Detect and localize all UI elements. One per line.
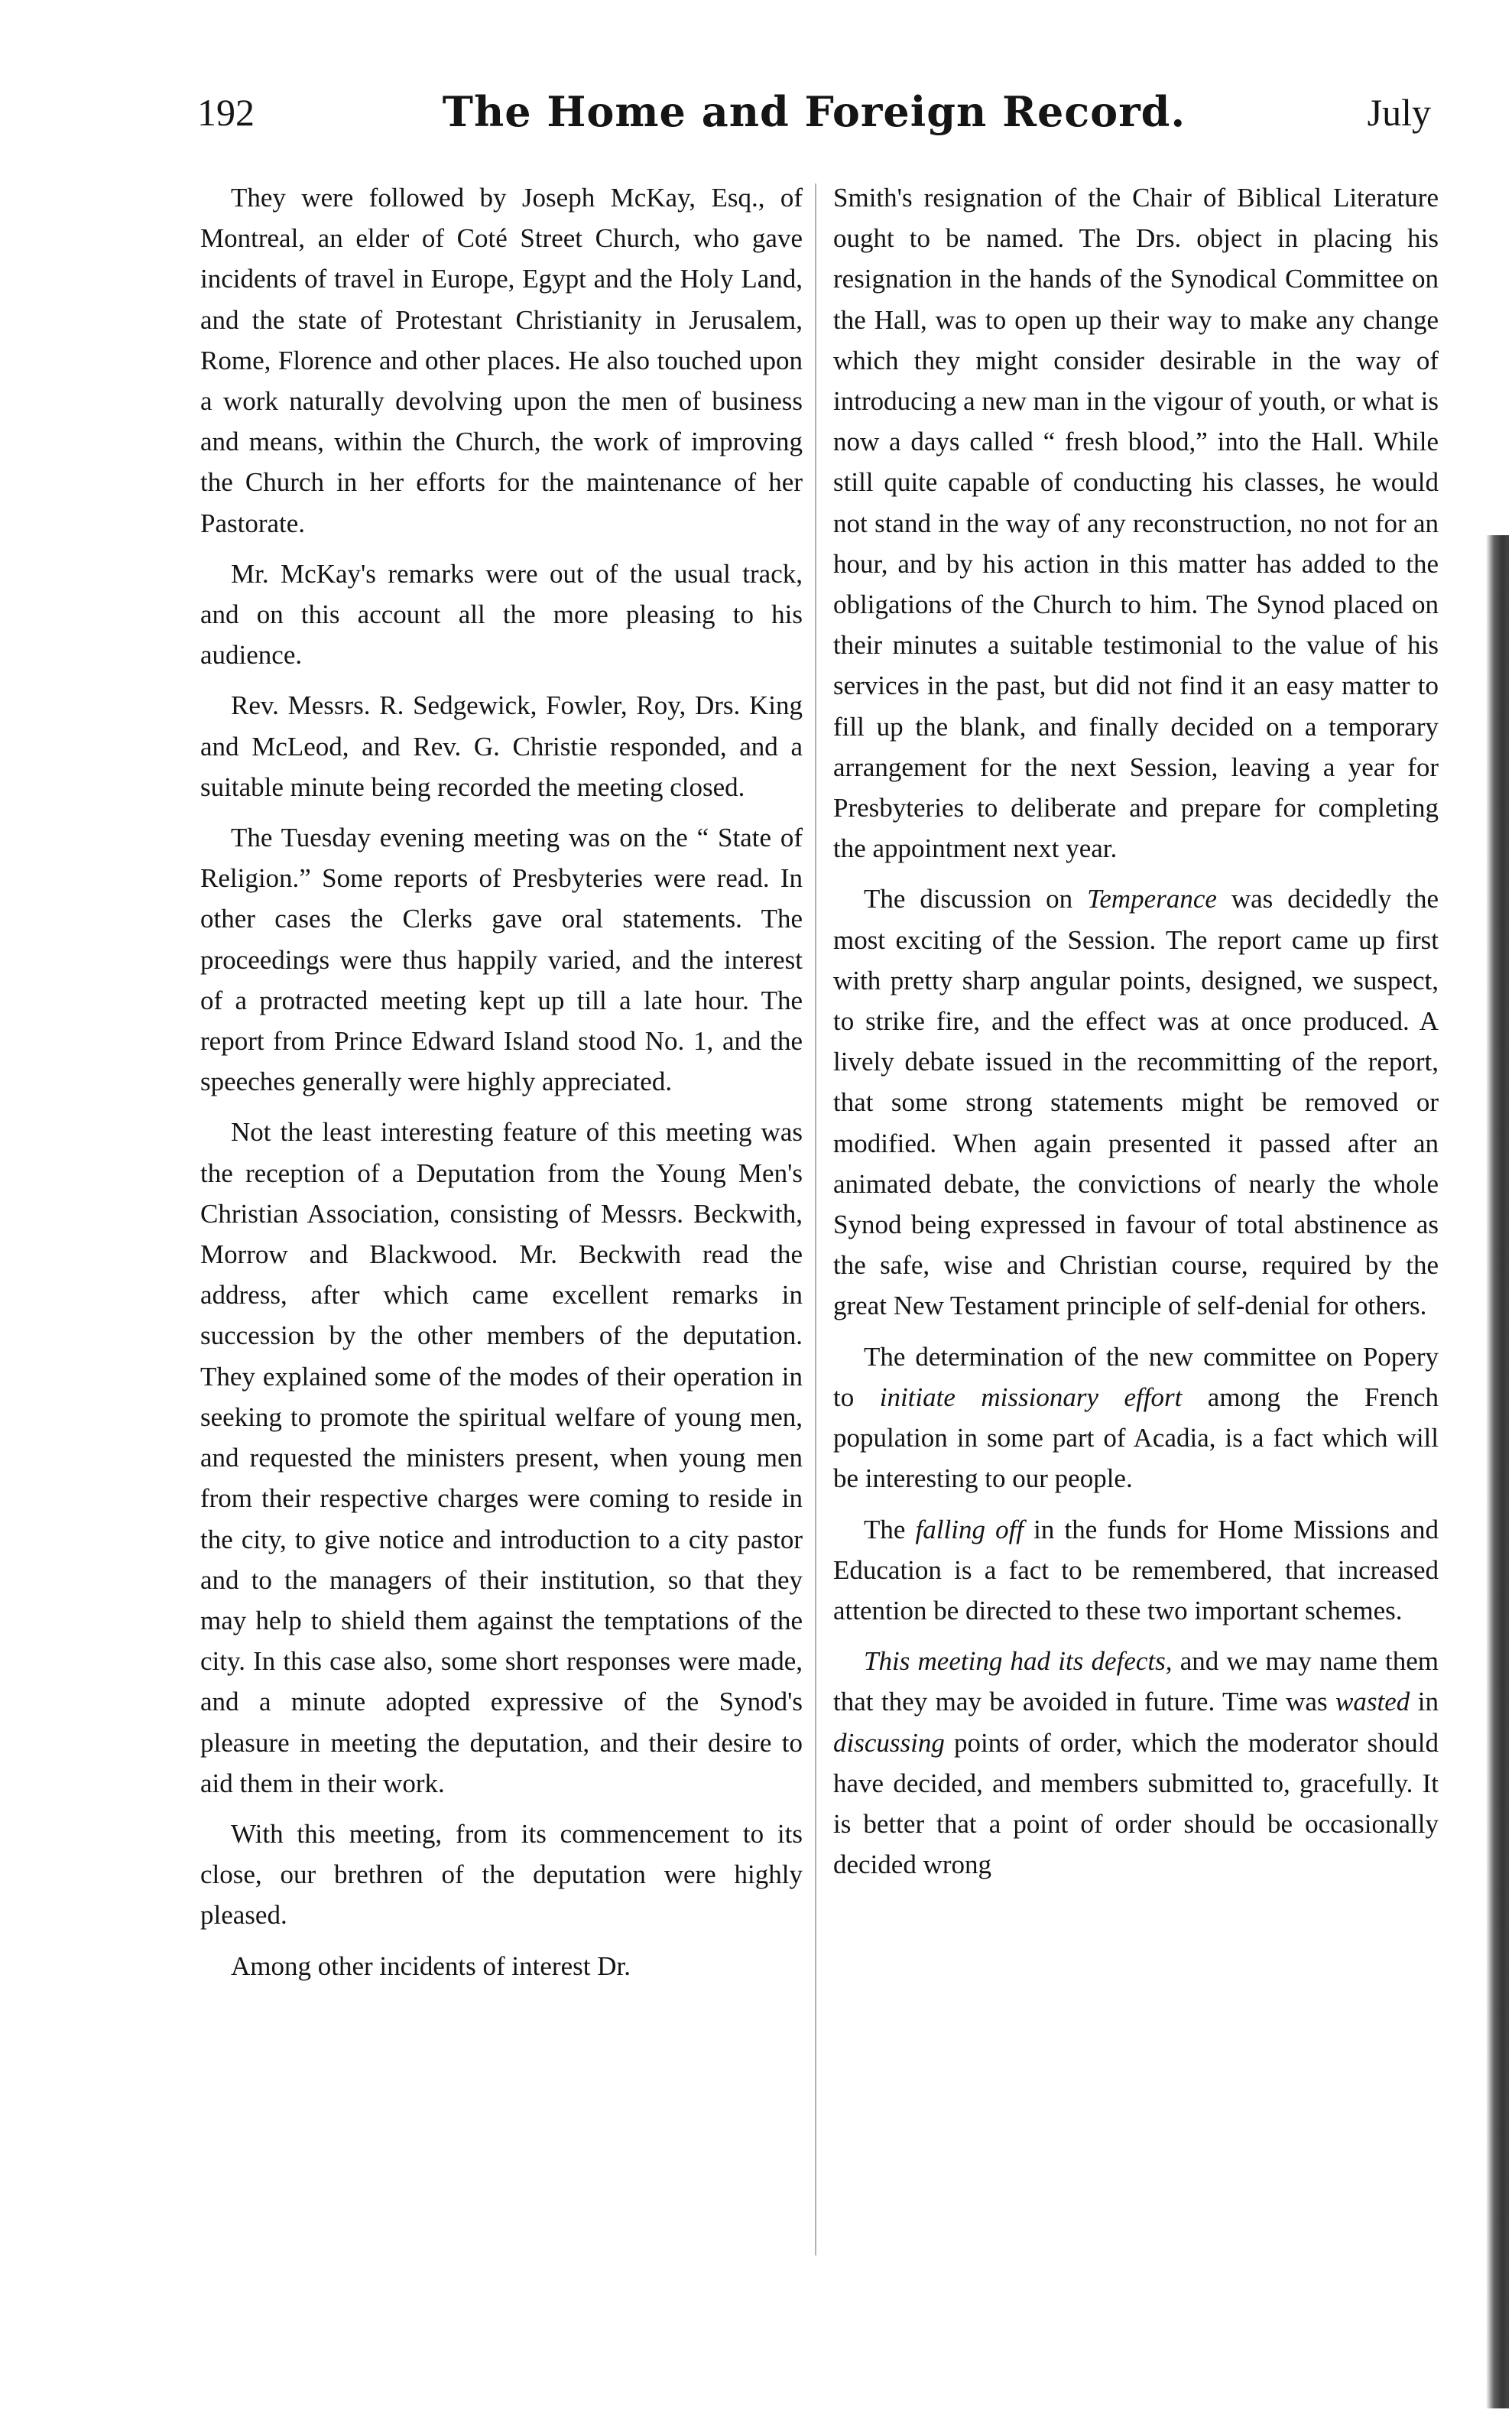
paragraph-deputation-pleased: With this meeting, from its commencement to its close, our brethren of the deputation were highly pleased. (200, 1818, 803, 1931)
paragraph-ymca-deputation: Not the least interesting feature of this meeting was the reception of a Deputation from the Young Men's Christian Association, consisting of Messrs. Beckwith, Morrow and Blackwood. Mr. Beckwith read the address, after which came excellent remarks in succession by the other members of the deputation. They explained some of the modes of their operation in seeking to promote the spiritual welfare of young men, and requested the ministers present, when young men from their respective charges were coming to reside in the city, to give notice and introduction to a city pastor and to the managers of their institution, so that they may help to shield them against the temptations of the city. In this case also, some short responses were made, and a minute adopted expressive of the Synod's pleasure in meeting the deputation, and their desire to aid them in their work. (200, 1117, 803, 1798)
column-divider (815, 183, 816, 2255)
paragraph-smith-resignation: Smith's resignation of the Chair of Biblical Literature ought to be named. The Drs. object in placing his resignation in the hands of the Synodical Committee on the Hall, was to open up their way to make any change which they might consider desirable in the way of introducing a new man in the vigour of youth, or what is now a days called “ fresh blood,” into the Hall. While still quite capable of conducting his classes, he would not stand in the way of any reconstruction, no not for an hour, and by his action in this matter has added to the obligations of the Church to him. The Synod placed on their minutes a suitable testimonial to the value of his services in the past, but did not find it an easy matter to fill up the blank, and finally decided on a temporary arrangement for the next Session, leaving a year for Presbyteries to deliberate and prepare for completing the appointment next year. (833, 183, 1439, 864)
running-header (197, 87, 1431, 159)
paragraph-popery-committee: The determination of the new committee on Popery to initiate missionary effort among the French population in some part of Acadia, is a fact which will be interesting to our people. (833, 1341, 1439, 1494)
emphasis-defects: This meeting had its defects, (864, 1646, 1173, 1677)
page-number: 192 (197, 91, 255, 134)
paragraph-other-incidents: Among other incidents of interest Dr. (231, 1950, 631, 1981)
paragraph-tuesday-meeting: The Tuesday evening meeting was on the “ State of Religion.” Some reports of Presbyteries were read. In other cases the Clerks gave oral statements. The proceedings were thus happily varied, and the interest of a protracted meeting kept up till a late hour. The report from Prince Edward Island stood No. 1, and the speeches generally were highly appreciated. (200, 823, 803, 1097)
emphasis-temperance: Temperance (1087, 884, 1217, 914)
emphasis-discussing: discussing (833, 1727, 945, 1758)
left-column (200, 177, 803, 1986)
emphasis-falling-off: falling off (915, 1514, 1024, 1544)
paragraph-meeting-defects: This meeting had its defects, and we may name them that they may be avoided in future. Time was wasted in discussing points of order, which the moderator should have decided, and members submitted to, gracefully. It is better that a point of order should be occasionally decided wrong (833, 1646, 1439, 1880)
scan-edge-shadow (1486, 535, 1509, 2408)
issue-month: July (1367, 91, 1431, 134)
journal-title: The Home and Foreign Record. (442, 87, 1186, 136)
emphasis-missionary-effort: initiate missionary effort (879, 1382, 1183, 1412)
paragraph-responses: Rev. Messrs. R. Sedgewick, Fowler, Roy, Drs. King and McLeod, and Rev. G. Christie responded, and a suitable minute being recorded the meeting closed. (200, 690, 803, 802)
paragraph-falling-off: The falling off in the funds for Home Missions and Education is a fact to be remembered, that increased attention be directed to these two important schemes. (833, 1514, 1439, 1625)
paragraph-mckay-remarks: Mr. McKay's remarks were out of the usual track, and on this account all the more pleasing to his audience. (200, 558, 803, 671)
paragraph-mckay-address: They were followed by Joseph McKay, Esq., of Montreal, an elder of Coté Street Church, who gave incidents of travel in Europe, Egypt and the Holy Land, and the state of Protestant Christianity in Jerusalem, Rome, Florence and other places. He also touched upon a work naturally devolving upon the men of business and means, within the Church, the work of improving the Church in her efforts for the maintenance of her Pastorate. (200, 183, 803, 538)
paragraph-temperance: The discussion on Temperance was decidedly the most exciting of the Session. The report came up first with pretty sharp angular points, designed, we suspect, to strike fire, and the effect was at once produced. A lively debate issued in the recommitting of the report, that some strong statements might be removed or modified. When again presented it passed after an animated debate, the convictions of nearly the whole Synod being expressed in favour of total abstinence as the safe, wise and Christian course, required by the great New Testament principle of self-denial for others. (833, 884, 1439, 1321)
right-column (833, 177, 1439, 1885)
emphasis-wasted: wasted (1335, 1687, 1410, 1717)
